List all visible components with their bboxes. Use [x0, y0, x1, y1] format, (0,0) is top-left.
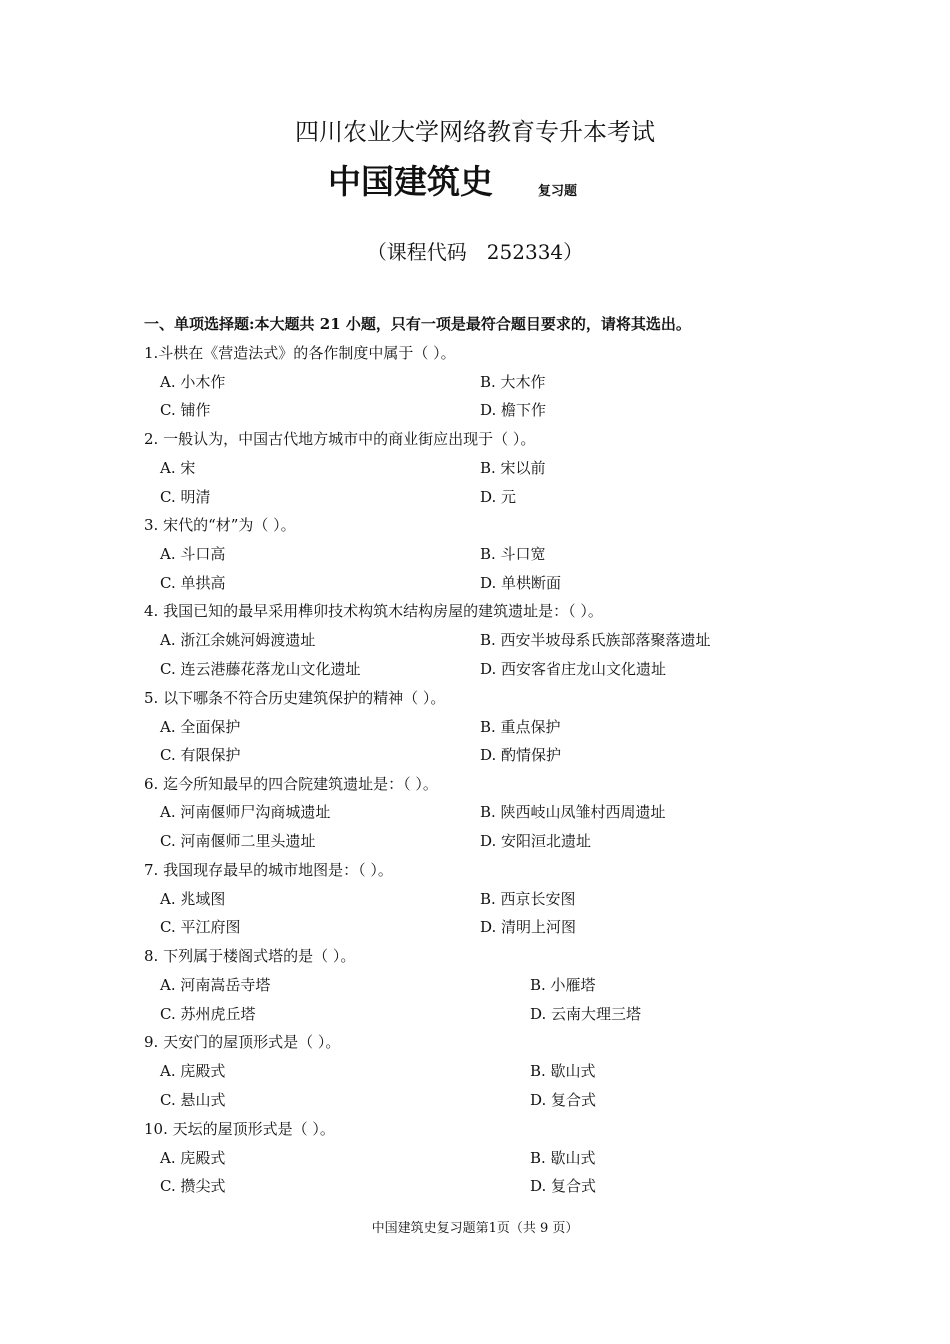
question-1: 1.斗栱在《营造法式》的各作制度中属于（ ）。: [144, 344, 456, 362]
option-2a: A. 宋: [160, 459, 196, 477]
option-8b: B. 小雁塔: [530, 976, 596, 994]
question-9: 9. 天安门的屋顶形式是（ ）。: [144, 1033, 341, 1051]
option-6c: C. 河南偃师二里头遗址: [160, 832, 316, 850]
option-7c: C. 平江府图: [160, 918, 241, 936]
option-4b: B. 西安半坡母系氏族部落聚落遗址: [480, 631, 711, 649]
question-3: 3. 宋代的“材”为（ ）。: [144, 516, 296, 534]
option-6b: B. 陕西岐山凤雏村西周遗址: [480, 803, 666, 821]
question-4: 4. 我国已知的最早采用榫卯技术构筑木结构房屋的建筑遗址是：（ ）。: [144, 602, 603, 620]
option-9a: A. 庑殿式: [160, 1062, 226, 1080]
option-7b: B. 西京长安图: [480, 890, 576, 908]
option-10a: A. 庑殿式: [160, 1149, 226, 1167]
question-10: 10. 天坛的屋顶形式是（ ）。: [144, 1120, 335, 1138]
option-5a: A. 全面保护: [160, 718, 241, 736]
option-1b: B. 大木作: [480, 373, 546, 391]
option-6a: A. 河南偃师尸沟商城遗址: [160, 803, 331, 821]
question-5: 5. 以下哪条不符合历史建筑保护的精神（ ）。: [144, 689, 446, 707]
option-10b: B. 歇山式: [530, 1149, 596, 1167]
question-7: 7. 我国现存最早的城市地图是：（ ）。: [144, 861, 393, 879]
course-subtitle: 复习题: [538, 184, 578, 199]
option-10d: D. 复合式: [530, 1177, 597, 1195]
question-8: 8. 下列属于楼阁式塔的是（ ）。: [144, 947, 356, 965]
option-8d: D. 云南大理三塔: [530, 1005, 642, 1023]
option-5c: C. 有限保护: [160, 746, 241, 764]
option-3b: B. 斗口宽: [480, 545, 546, 563]
option-1c: C. 铺作: [160, 401, 211, 419]
option-9c: C. 悬山式: [160, 1091, 226, 1109]
option-7a: A. 兆域图: [160, 890, 226, 908]
school-title: 四川农业大学网络教育专升本考试: [295, 118, 655, 146]
course-code: （课程代码 252334）: [366, 240, 584, 264]
option-10c: C. 攒尖式: [160, 1177, 226, 1195]
option-3c: C. 单拱高: [160, 574, 226, 592]
option-1d: D. 檐下作: [480, 401, 547, 419]
option-4a: A. 浙江余姚河姆渡遗址: [160, 631, 316, 649]
option-1a: A. 小木作: [160, 373, 226, 391]
option-7d: D. 清明上河图: [480, 918, 577, 936]
option-3a: A. 斗口高: [160, 545, 226, 563]
option-4d: D. 西安客省庄龙山文化遗址: [480, 660, 667, 678]
option-3d: D. 单栱断面: [480, 574, 562, 592]
option-8a: A. 河南嵩岳寺塔: [160, 976, 271, 994]
option-8c: C. 苏州虎丘塔: [160, 1005, 256, 1023]
option-9b: B. 歇山式: [530, 1062, 596, 1080]
course-title: 中国建筑史: [328, 162, 493, 201]
option-2d: D. 元: [480, 488, 517, 506]
option-2b: B. 宋以前: [480, 459, 546, 477]
section-heading: 一、单项选择题:本大题共 21 小题，只有一项是最符合题目要求的，请将其选出。: [144, 315, 691, 333]
option-5d: D. 酌情保护: [480, 746, 562, 764]
option-6d: D. 安阳洹北遗址: [480, 832, 592, 850]
option-2c: C. 明清: [160, 488, 211, 506]
option-5b: B. 重点保护: [480, 718, 561, 736]
question-6: 6. 迄今所知最早的四合院建筑遗址是：（ ）。: [144, 775, 438, 793]
option-4c: C. 连云港藤花落龙山文化遗址: [160, 660, 361, 678]
page-footer: 中国建筑史复习题第1页（共 9 页）: [371, 1221, 579, 1236]
option-9d: D. 复合式: [530, 1091, 597, 1109]
question-2: 2. 一般认为，中国古代地方城市中的商业街应出现于（ ）。: [144, 430, 536, 448]
